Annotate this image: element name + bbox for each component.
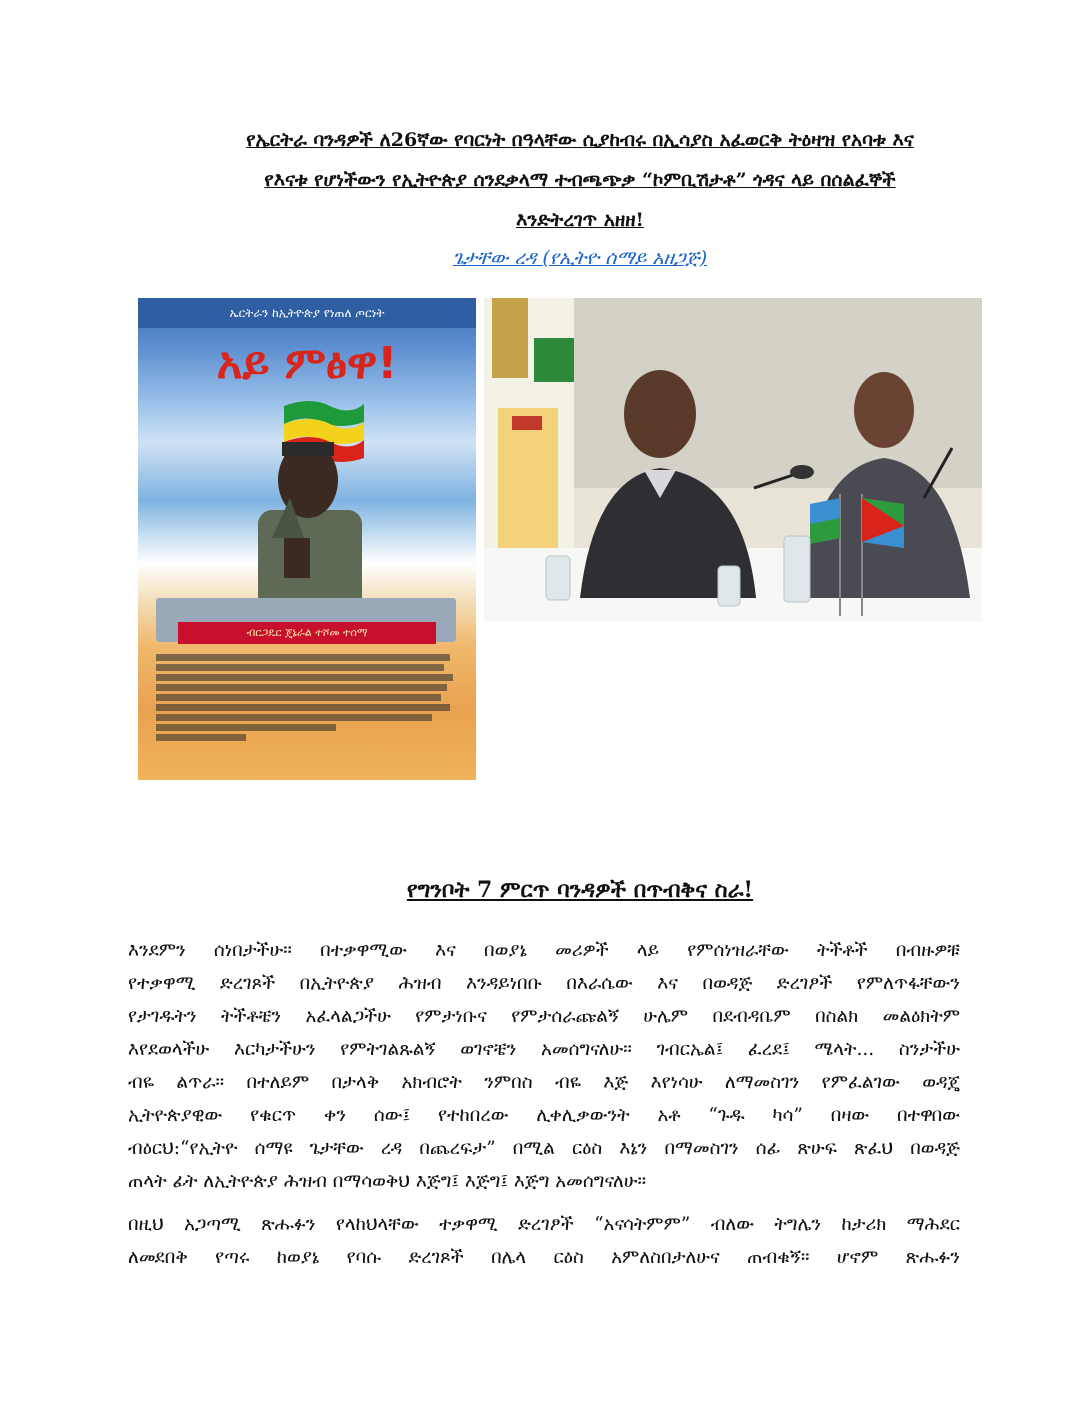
- poster-author-ribbon: ብርጋዴር ጄኔራል ተሾመ ተሰማ: [178, 622, 436, 644]
- headline-line: የእናቱ የሆነችውን የኢትዮጵያ ሰንደቃላማ ተብጫጭቃ “ኮምቢሽታቶ” ጎዳና ላይ በሰልፈኞች: [264, 169, 896, 191]
- paragraph-line: ጠላት ፊት ለኢትዮጵያ ሕዝብ በማሳወቅህ እጅግ፤ እጅግ፤ እጅግ አመሰግናለሁ።: [128, 1171, 647, 1192]
- section-title: የግንቦት 7 ምርጥ ባንዳዎች በጥብቅና ስራ!: [406, 877, 754, 903]
- meeting-scene: [484, 298, 982, 622]
- author-byline-link[interactable]: ጌታቸው ረዳ (የኢትዮ ሰማይ አዘጋጅ): [452, 247, 708, 269]
- person-portrait: [220, 418, 396, 628]
- paragraph-line: የታገዱትን ትችቶቼን አፈላልጋችሁ የምታነቡና የምታሰራጩልኝ ሁሌም በደብዳቤም በስልክ መልዕክትም: [128, 1006, 960, 1027]
- paragraph-line: እንደምን ሰነበታችሁ። በተቃዋሚው እና በወያኔ መሪዎች ላይ የምሰነዝራቸው ትችቶች በብዙዎቹ: [128, 940, 960, 961]
- headline-line: እንድትረገጥ አዘዘ!: [516, 209, 644, 231]
- meeting-photo: [484, 298, 982, 622]
- poster-title: አይ ምፅዋ!: [216, 338, 398, 389]
- headline-line: የኤርትራ ባንዳዎች ለ26ኛው የባርነት በዓላቸው ሲያከብሩ በኢሳያስ አፈወርቅ ትዕዛዝ የአባቱ እና: [246, 129, 914, 151]
- paragraph-line: ኢትዮጵያዊው የቁርጥ ቀን ሰው፤ የተከበረው ሊቀሊቃውንት አቶ “ጉዱ ካሳ” በዛው በተዋበው: [128, 1105, 960, 1126]
- paragraph-line: እየደወላችሁ እርካታችሁን የምትገልጹልኝ ወገኖቼን አመሰግናለሁ። ገብርኤል፤ ፈረደ፤ ሜላት... ስንታችሁ: [128, 1039, 960, 1060]
- paragraph-1: [128, 934, 960, 1198]
- poster-top-text: ኤርትራን ከኢትዮጵያ የነጠለ ጦርነት: [138, 298, 476, 328]
- paragraph-line: ለመደበቅ የጣሩ ከወያኔ የባሱ ድረገጾች በሌላ ርዕስ አምለስበታለሁና ጠብቁኝ። ሆኖም ጽሑፉን: [128, 1247, 960, 1268]
- poster-body-text: [156, 654, 456, 750]
- book-cover-photo: [138, 298, 476, 780]
- paragraph-line: የተቃዋሚ ድረገጾች በኢትዮጵያ ሕዝብ እንዳይነበቡ በእራሴው እና በወዳጅ ድረገፆች የምለጥፋቸውን: [128, 973, 960, 994]
- headline: [150, 120, 1010, 240]
- paragraph-2: [128, 1208, 960, 1274]
- paragraph-line: በዚህ አጋጣሚ ጽሑፉን የላከህላቸው ተቃዋሚ ድረገፆች “አናሳትምም” ብለው ትግሌን ከታሪክ ማሕደር: [128, 1214, 960, 1235]
- paragraph-line: ብዬ ልጥራ። በተለይም በታላቅ አክብሮት ንምበስ ብዬ እጅ እየነሳሁ ለማመስገን የምፈልገው ወዳጄ: [128, 1072, 960, 1093]
- paragraph-line: ብዕርህ:“የኢትዮ ሰማዩ ጌታቸው ረዳ በጨረፍታ” በሚል ርዕስ እኔን በማመስገን ሰፊ ጽሁፍ ጽፈህ በወዳጅ: [128, 1138, 960, 1159]
